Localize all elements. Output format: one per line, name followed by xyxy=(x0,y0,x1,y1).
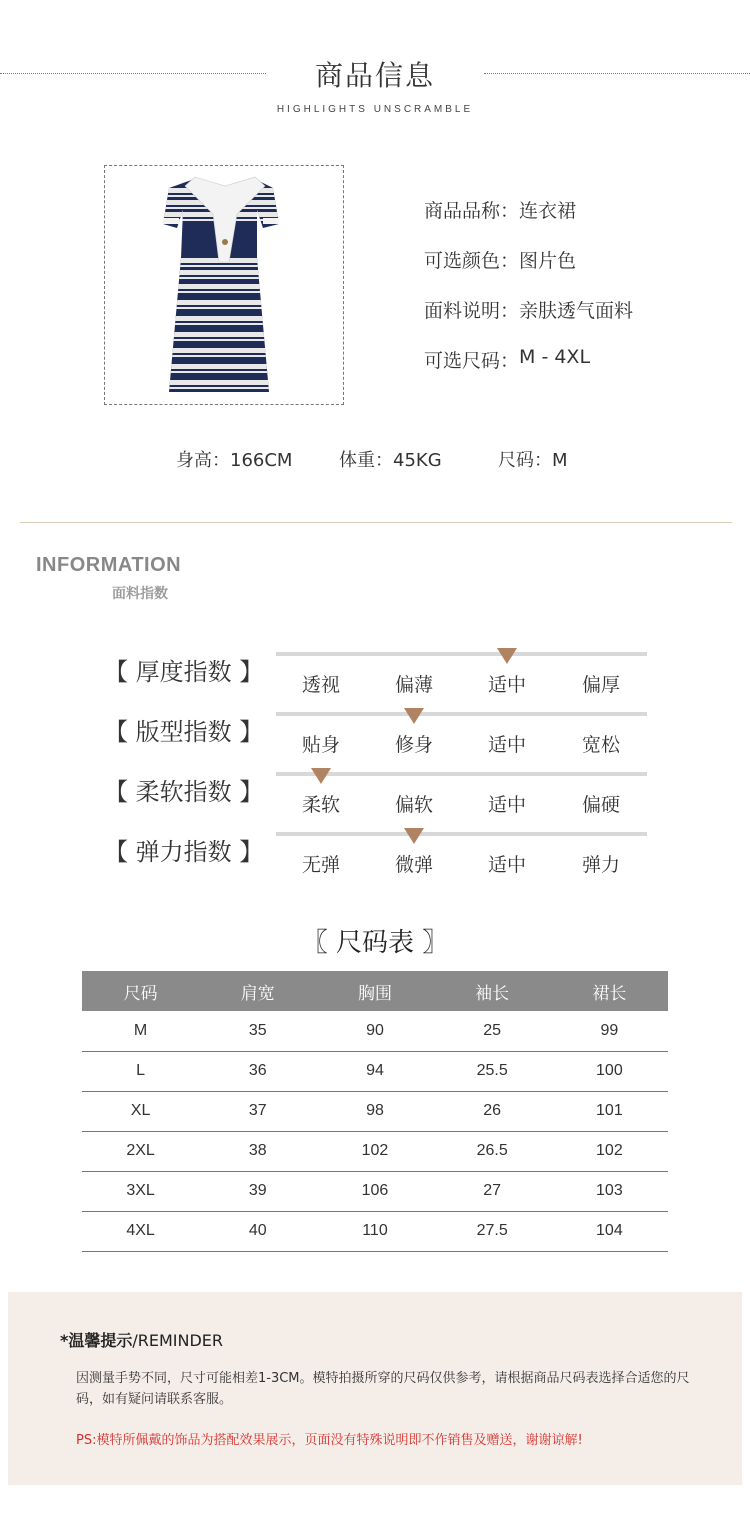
index-bar xyxy=(276,772,647,776)
table-cell: 99 xyxy=(551,1011,668,1051)
table-cell: 100 xyxy=(551,1051,668,1091)
table-cell: 101 xyxy=(551,1091,668,1131)
table-cell: 2XL xyxy=(82,1131,199,1171)
index-label: 【 弹力指数 】 xyxy=(104,838,264,866)
size-table-header-cell: 裙长 xyxy=(551,971,668,1011)
info-row-fabric xyxy=(424,296,633,346)
index-option: 偏硬 xyxy=(581,794,620,816)
info-value: 亲肤透气面料 xyxy=(519,300,634,322)
table-cell: 37 xyxy=(199,1091,316,1131)
index-option: 微弹 xyxy=(394,854,433,876)
product-info-list xyxy=(424,196,633,396)
index-marker-icon xyxy=(404,708,424,724)
index-option: 弹力 xyxy=(581,854,620,876)
section-divider xyxy=(20,522,732,523)
table-cell: 102 xyxy=(316,1131,433,1171)
reminder-title-en: /REMINDER xyxy=(132,1331,224,1350)
reminder-title-cn: *温馨提示 xyxy=(60,1331,133,1350)
table-cell: 27.5 xyxy=(434,1211,551,1251)
table-row xyxy=(82,1011,668,1051)
size-table-header xyxy=(82,971,668,1011)
table-cell: 90 xyxy=(316,1011,433,1051)
index-label: 【 厚度指数 】 xyxy=(104,658,264,686)
index-option: 偏软 xyxy=(394,794,433,816)
index-option: 适中 xyxy=(487,794,526,816)
table-cell: 4XL xyxy=(82,1211,199,1251)
reminder-box xyxy=(8,1292,742,1485)
table-cell: 35 xyxy=(199,1011,316,1051)
model-height: 身高：166CM xyxy=(176,450,293,471)
index-marker-icon xyxy=(311,768,331,784)
index-marker-icon xyxy=(404,828,424,844)
index-bar xyxy=(276,712,647,716)
page-title: 商品信息 xyxy=(314,59,435,92)
table-cell: M xyxy=(82,1011,199,1051)
table-cell: 25.5 xyxy=(434,1051,551,1091)
index-option: 适中 xyxy=(487,734,526,756)
index-option: 无弹 xyxy=(301,854,340,876)
table-cell: 36 xyxy=(199,1051,316,1091)
size-table-title: 〖 尺码表 〗 xyxy=(301,928,449,958)
table-cell: 103 xyxy=(551,1171,668,1211)
table-cell: 110 xyxy=(316,1211,433,1251)
table-cell: 26.5 xyxy=(434,1131,551,1171)
info-value: M - 4XL xyxy=(519,346,591,368)
table-cell: 25 xyxy=(434,1011,551,1051)
index-option: 适中 xyxy=(487,854,526,876)
info-label: 商品品称： xyxy=(424,200,520,222)
table-cell: 27 xyxy=(434,1171,551,1211)
table-row xyxy=(82,1171,668,1211)
size-table-header-cell: 胸围 xyxy=(316,971,433,1011)
info-value: 图片色 xyxy=(519,250,577,272)
index-bar xyxy=(276,832,647,836)
table-row xyxy=(82,1131,668,1171)
page-subtitle: HIGHLIGHTS UNSCRAMBLE xyxy=(276,104,474,115)
model-weight: 体重：45KG xyxy=(339,450,442,471)
table-cell: 38 xyxy=(199,1131,316,1171)
info-row-color xyxy=(424,246,633,296)
info-label: 可选尺码： xyxy=(424,350,520,372)
info-row-size xyxy=(424,346,633,396)
table-cell: 102 xyxy=(551,1131,668,1171)
info-value: 连衣裙 xyxy=(519,200,577,222)
table-cell: L xyxy=(82,1051,199,1091)
size-table xyxy=(82,971,668,1252)
index-option: 偏薄 xyxy=(394,674,433,696)
index-marker-icon xyxy=(497,648,517,664)
table-cell: 26 xyxy=(434,1091,551,1131)
size-table-header-cell: 尺码 xyxy=(82,971,199,1011)
index-option: 适中 xyxy=(487,674,526,696)
info-label: 可选颜色： xyxy=(424,250,520,272)
table-cell: 39 xyxy=(199,1171,316,1211)
index-option: 修身 xyxy=(394,734,433,756)
table-cell: 3XL xyxy=(82,1171,199,1211)
index-option: 贴身 xyxy=(301,734,340,756)
table-row xyxy=(82,1091,668,1131)
table-cell: XL xyxy=(82,1091,199,1131)
table-cell: 40 xyxy=(199,1211,316,1251)
index-label: 【 版型指数 】 xyxy=(104,718,264,746)
index-option: 偏厚 xyxy=(581,674,620,696)
reminder-title xyxy=(60,1328,223,1351)
table-cell: 106 xyxy=(316,1171,433,1211)
index-label: 【 柔软指数 】 xyxy=(104,778,264,806)
section-title-cn: 面料指数 xyxy=(112,586,168,602)
index-option: 宽松 xyxy=(581,734,620,756)
reminder-text: 因测量手势不同，尺寸可能相差1-3CM。模特拍摄所穿的尺码仅供参考，请根据商品尺码表选择合适您的尺码，如有疑问请联系客服。 xyxy=(76,1371,690,1407)
size-table-header-cell: 肩宽 xyxy=(199,971,316,1011)
striped-sailor-dress-icon xyxy=(105,166,345,406)
table-cell: 104 xyxy=(551,1211,668,1251)
index-option: 透视 xyxy=(301,674,340,696)
product-image xyxy=(104,165,344,405)
table-cell: 98 xyxy=(316,1091,433,1131)
info-label: 面料说明： xyxy=(424,300,520,322)
info-row-name xyxy=(424,196,633,246)
size-table-header-cell: 袖长 xyxy=(434,971,551,1011)
index-bar xyxy=(276,652,647,656)
model-size: 尺码：M xyxy=(498,450,568,471)
section-title-en: INFORMATION xyxy=(36,554,182,576)
index-option: 柔软 xyxy=(301,794,340,816)
table-row xyxy=(82,1211,668,1251)
reminder-ps: PS:模特所佩戴的饰品为搭配效果展示，页面没有特殊说明即不作销售及赠送，谢谢谅解! xyxy=(76,1433,583,1448)
table-row xyxy=(82,1051,668,1091)
table-cell: 94 xyxy=(316,1051,433,1091)
